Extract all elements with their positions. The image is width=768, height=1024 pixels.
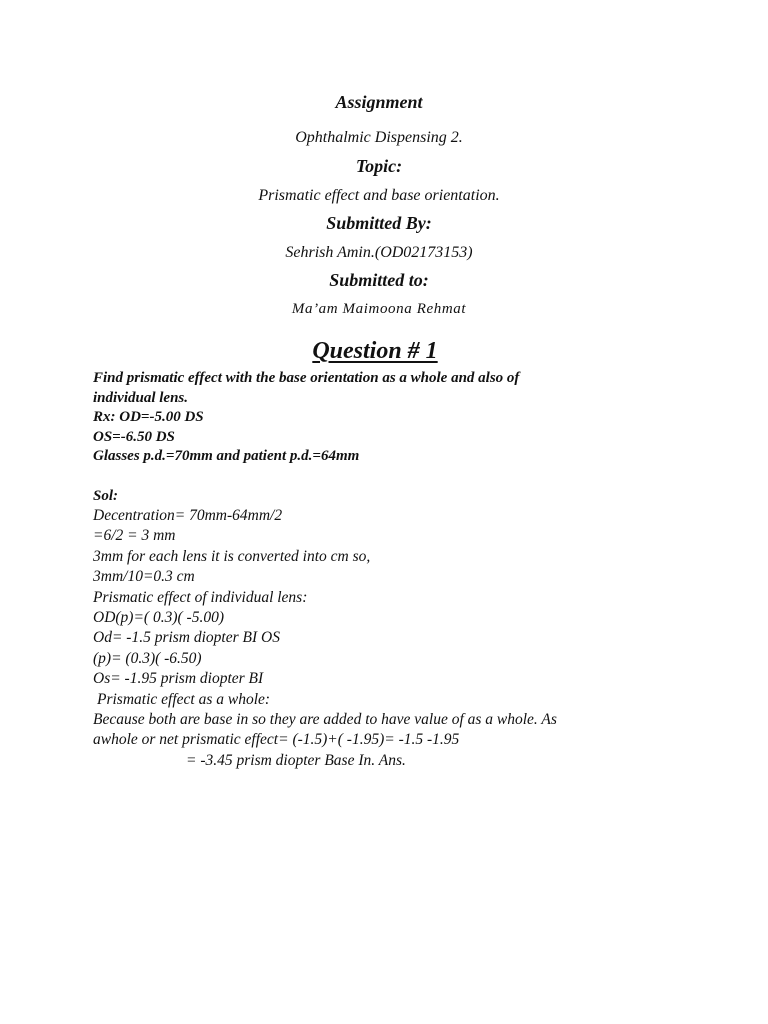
question-line: Find prismatic effect with the base orientation as a whole and also of — [93, 370, 520, 386]
assignment-heading: Assignment — [335, 92, 423, 112]
solution-line: Prismatic effect of individual lens: — [93, 588, 308, 606]
pd-line: Glasses p.d.=70mm and patient p.d.=64mm — [93, 448, 360, 464]
solution-line: Od= -1.5 prism diopter BI OS — [93, 629, 280, 647]
solution-line: 3mm for each lens it is converted into cm so, — [93, 547, 371, 565]
course-name: Ophthalmic Dispensing 2. — [295, 129, 463, 146]
solution-line: (p)= (0.3)( -6.50) — [93, 649, 202, 667]
topic-heading: Topic: — [355, 156, 403, 176]
topic-text: Prismatic effect and base orientation. — [258, 187, 500, 204]
solution-answer: = -3.45 prism diopter Base In. Ans. — [186, 751, 406, 769]
solution-heading: Sol: — [93, 487, 119, 504]
submitted-to-heading: Submitted to: — [329, 270, 429, 290]
rx-os-line: OS=-6.50 DS — [93, 428, 175, 445]
solution-line: Because both are base in so they are added to have value of as a whole. As — [93, 711, 557, 729]
submitted-by-heading: Submitted By: — [326, 213, 432, 233]
solution-line: Os= -1.95 prism diopter BI — [93, 670, 264, 688]
question-title: Question # 1 — [312, 338, 438, 364]
spacer — [93, 467, 653, 487]
solution-line: =6/2 = 3 mm — [93, 527, 176, 545]
solution-line: Decentration= 70mm-64mm/2 — [93, 507, 283, 524]
solution-line: awhole or net prismatic effect= (-1.5)+( -1.95)= -1.5 -1.95 — [93, 731, 460, 749]
solution-line: 3mm/10=0.3 cm — [93, 568, 195, 586]
submitted-to-name: Ma’am Maimoona Rehmat — [291, 301, 467, 317]
question-line: individual lens. — [93, 389, 189, 406]
rx-od-line: Rx: OD=-5.00 DS — [93, 409, 204, 425]
solution-line: OD(p)=( 0.3)( -5.00) — [93, 609, 224, 627]
solution-line: Prismatic effect as a whole: — [97, 690, 271, 708]
question-body — [93, 369, 653, 771]
submitted-by-name: Sehrish Amin.(OD02173153) — [285, 244, 473, 261]
